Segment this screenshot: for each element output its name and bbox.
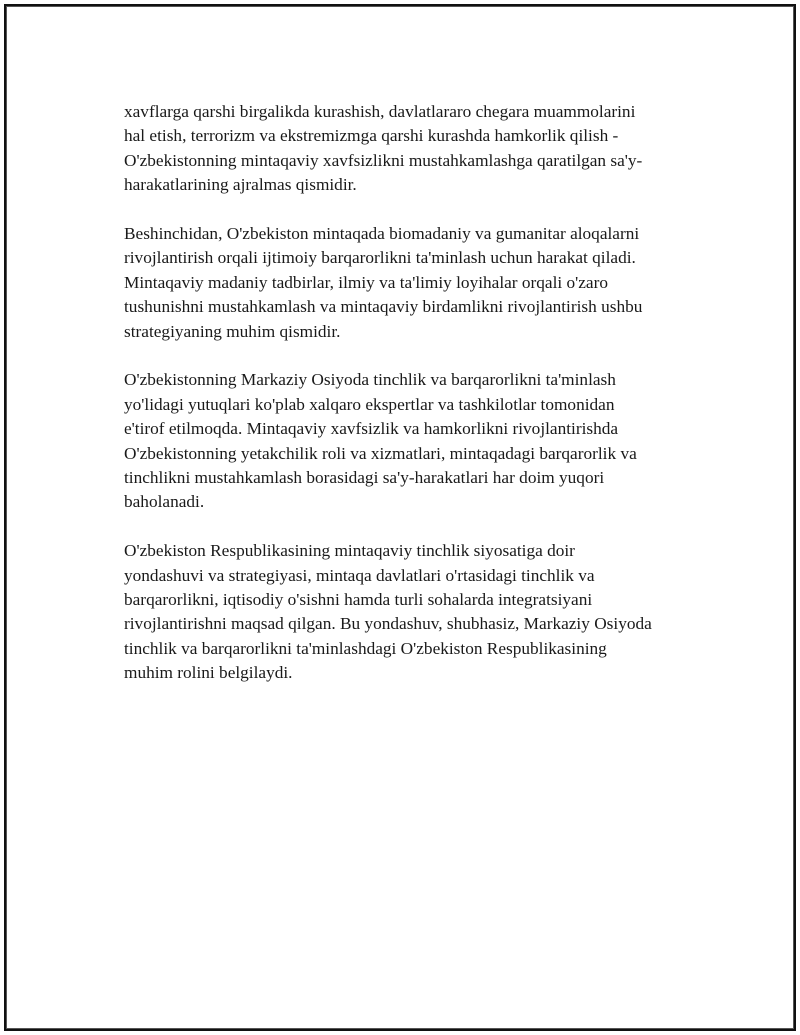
- paragraph-3: O'zbekistonning Markaziy Osiyoda tinchlik va barqarorlikni ta'minlash yo'lidagi yutuqlari ko'plab xalqaro ekspertlar va tashkilotlar tomonidan e'tirof etilmoqda. Mintaqaviy xavfsizlik va hamkorlikni rivojlantirishda O'zbekistonning yetakchilik roli va xizmatlari, mintaqadagi barqarorlik va tinchlikni mustahkamlash borasidagi sa'y-harakatlari har doim yuqori baholanadi.: [124, 370, 637, 512]
- paragraph-1: xavflarga qarshi birgalikda kurashish, davlatlararo chegara muammolarini hal etish, terrorizm va ekstremizmga qarshi kurashda hamkorlik qilish - O'zbekistonning mintaqaviy xavfsizlikni mustahkamlashga qaratilgan sa'y- harakatlarining ajralmas qismidir.: [124, 102, 643, 195]
- paragraph-2: Beshinchidan, O'zbekiston mintaqada biomadaniy va gumanitar aloqalarni rivojlantirish orqali ijtimoiy barqarorlikni ta'minlash uchun harakat qiladi. Mintaqaviy madaniy tadbirlar, ilmiy va ta'limiy loyihalar orqali o'zaro tushunishni mustahkamlash va mintaqaviy birdamlikni rivojlantirish ushbu strategiyaning muhim qismidir.: [124, 224, 643, 341]
- paragraph-4: O'zbekiston Respublikasining mintaqaviy tinchlik siyosatiga doir yondashuvi va strategiyasi, mintaqa davlatlari o'rtasidagi tinchlik va barqarorlikni, iqtisodiy o'sishni hamda turli sohalarda integratsiyani rivojlantirishni maqsad qilgan. Bu yondashuv, shubhasiz, Markaziy Osiyoda tinchlik va barqarorlikni ta'minlashdagi O'zbekiston Respublikasining muhim rolini belgilaydi.: [124, 541, 652, 683]
- page-frame: [4, 4, 796, 1031]
- document-body: [124, 100, 704, 710]
